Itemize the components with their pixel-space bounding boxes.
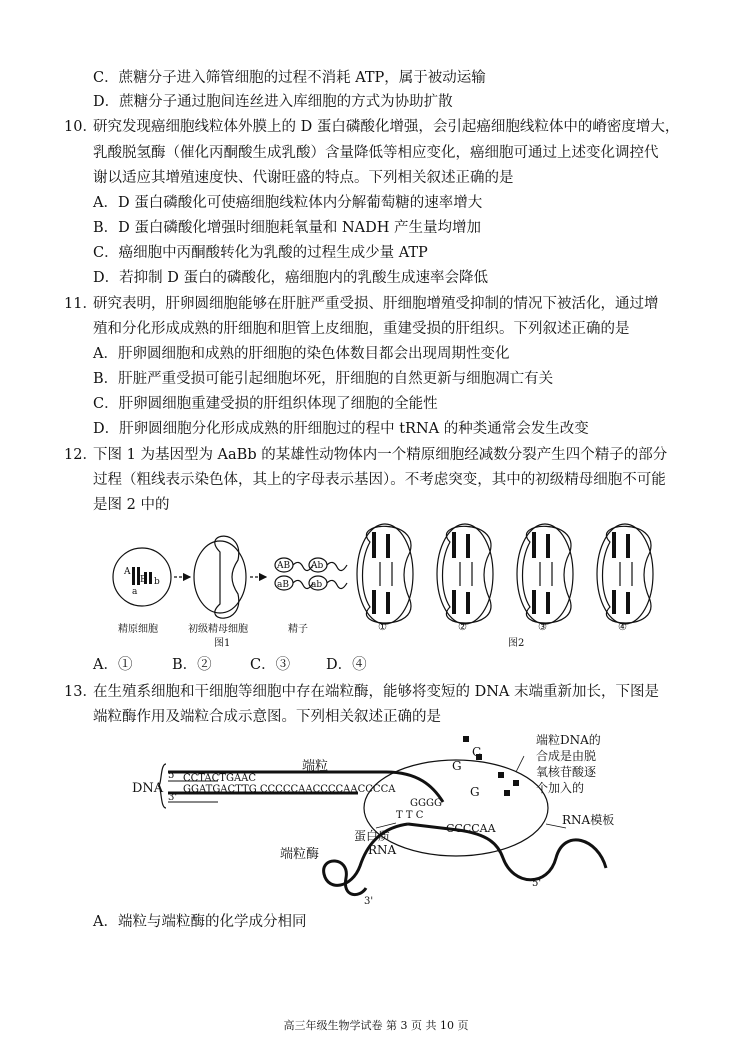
telomerase-figure [128,728,648,910]
q10-option-d: D．若抑制 D 蛋白的磷酸化，癌细胞内的乳酸生成速率会降低 [93,270,488,286]
q12-option-b: B．② [172,657,212,673]
protein-label: 蛋白质 [354,829,391,843]
q12-option-a: A．① [93,657,133,673]
note-line-1: 端粒DNA的 [536,733,601,747]
telomere-label: 端粒 [302,759,329,774]
note-line-2: 合成是由脱 [536,749,597,763]
rna-label: RNA [368,843,397,857]
q13-option-a: A．端粒与端粒酶的化学成分相同 [93,914,307,930]
page-footer: 高三年级生物学试卷 第 3 页 共 10 页 [283,1019,469,1032]
label-primary-spermatocyte: 初级精母细胞 [188,624,248,635]
cell-number-1: ① [378,622,387,633]
q9-option-c: C．蔗糖分子进入筛管细胞的过程不消耗 ATP，属于被动运输 [93,70,486,86]
meiosis-figure [110,512,670,652]
q10-number: 10． [64,119,97,135]
q13-number: 13． [64,684,97,700]
q12-stem-2: 过程（粗线表示染色体，其上的字母表示基因）。不考虑突变，其中的初级精母细胞不可能 [93,472,666,488]
sperm-gene-Ab: Ab [311,561,324,571]
fig2-cell-2 [437,524,493,624]
telomerase-body [364,760,548,856]
q10-stem-1: 研究发现癌细胞线粒体外膜上的 D 蛋白磷酸化增强，会引起癌细胞线粒体中的嵴密度增大， [93,119,680,135]
prime3-bottom: 3' [168,792,178,803]
q12-stem-1: 下图 1 为基因型为 AaBb 的某雄性动物体内一个精原细胞经减数分裂产生四个精子的部分 [93,447,668,463]
cell-number-3: ③ [538,622,547,633]
gene-B: B [140,575,147,585]
fig2-cell-1 [357,524,413,624]
q11-option-b: B．肝脏严重受损可能引起细胞坏死，肝细胞的自然更新与细胞凋亡有关 [93,371,554,387]
q12-number: 12． [64,447,97,463]
nucleotide-c: C [472,745,482,759]
fig2-cell-3 [517,524,573,624]
q10-stem-2: 乳酸脱氢酶（催化丙酮酸生成乳酸）含量降低等相应变化，癌细胞可通过上述变化调控代 [93,145,659,161]
prime5-top: 5' [168,770,178,781]
label-sperm: 精子 [288,624,308,635]
q11-option-a: A．肝卵圆细胞和成熟的肝细胞的染色体数目都会出现周期性变化 [93,346,510,362]
gene-b: b [154,577,160,587]
cell-number-2: ② [458,622,467,633]
label-spermatogonium: 精原细胞 [118,624,158,635]
fig2-cell-4 [597,524,653,624]
q11-stem-1: 研究表明，肝卵圆细胞能够在肝脏严重受损、肝细胞增殖受抑制的情况下被活化，通过增 [93,296,659,312]
sperm-gene-ab: ab [311,580,323,590]
q11-stem-2: 殖和分化形成成熟的肝细胞和胆管上皮细胞，重建受损的肝组织。下列叙述正确的是 [93,321,630,337]
q10-stem-3: 谢以适应其增殖速度快、代谢旺盛的特点。下列相关叙述正确的是 [93,170,514,186]
cell-number-4: ④ [618,622,627,633]
q9-option-d: D．蔗糖分子通过胞间连丝进入库细胞的方式为协助扩散 [93,94,453,110]
fig1-caption: 图1 [214,638,231,649]
q10-option-a: A．D 蛋白磷酸化可使癌细胞线粒体内分解葡萄糖的速率增大 [93,195,483,211]
rna-template-label: RNA模板 [562,813,615,827]
rna-template-strand [408,824,606,880]
note-line-4: 个加入的 [536,781,585,795]
sperm-gene-AB: AB [277,561,291,571]
fig2-caption: 图2 [508,638,525,649]
end-bases: T T C [396,810,424,821]
q12-option-d: D．④ [326,657,367,673]
q13-stem-1: 在生殖系细胞和干细胞等细胞中存在端粒酶，能够将变短的 DNA 末端重新加长，下图是 [93,684,659,700]
sperm-gene-aB: aB [277,580,289,590]
q11-number: 11． [64,296,97,312]
strand-top-sequence: CCTACTGAAC [183,773,257,784]
prime3-rna: 3' [364,896,374,907]
q10-option-b: B．D 蛋白磷酸化增强时细胞耗氧量和 NADH 产生量均增加 [93,220,482,236]
note-line-3: 氧核苷酸逐 [536,765,597,779]
nucleotide-g-mid: G [470,785,480,799]
gene-A: A [124,567,131,577]
q11-option-d: D．肝卵圆细胞分化形成成熟的肝细胞过的程中 tRNA 的种类通常会发生改变 [93,421,589,437]
q12-option-c: C．③ [250,657,291,673]
rna-sequence: CCCCAA [446,822,496,835]
gene-a: a [132,587,138,597]
added-bases: GGGG [410,798,442,809]
q11-option-c: C．肝卵圆细胞重建受损的肝组织体现了细胞的全能性 [93,396,438,412]
telomerase-label: 端粒酶 [280,847,320,862]
dna-label: DNA [132,781,164,796]
nucleotide-g-top: G [452,759,462,773]
q12-stem-3: 是图 2 中的 [93,497,170,513]
q10-option-c: C．癌细胞中丙酮酸转化为乳酸的过程生成少量 ATP [93,245,428,261]
prime5-rna: 5' [532,878,542,889]
strand-bottom-sequence: GGATGACTTG CCCCCAACCCCAACCCCA [183,784,396,795]
q13-stem-2: 端粒酶作用及端粒合成示意图。下列相关叙述正确的是 [93,709,441,725]
